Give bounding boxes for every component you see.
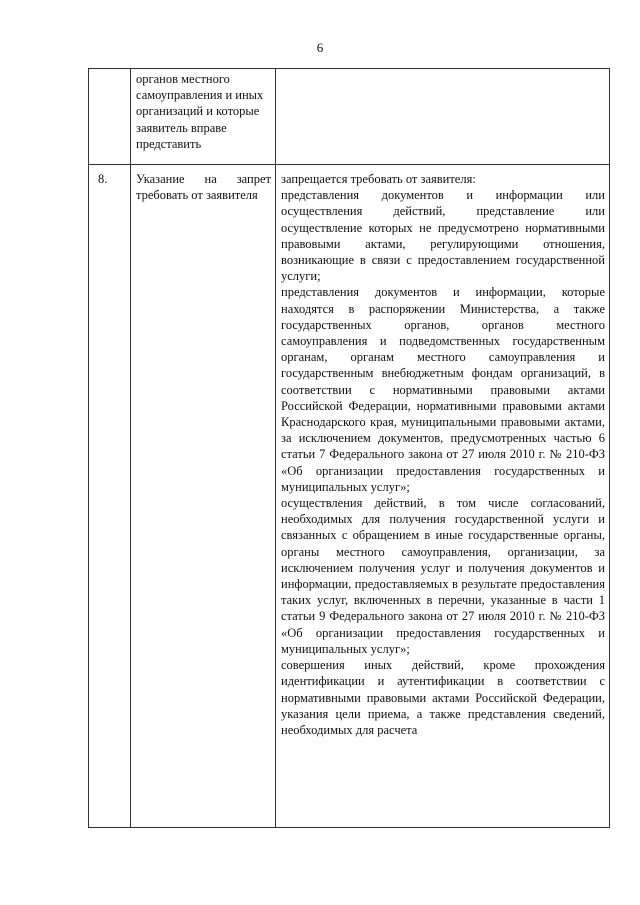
service-requirements-table <box>88 68 610 828</box>
table-row <box>89 165 610 828</box>
content-paragraph: осуществления действий, в том числе согласований, необходимых для получения государственной услуги и связанных с обращением в иные государственные органы, органы местного самоуправления, организации, за исключением получения услуг и получения документов и информации, предоставляемых в результате предоставления таких услуг, включенных в перечни, указанные в части 1 статьи 9 Федерального закона от 27 июля 2010 г. № 210-ФЗ «Об организации предоставления государственных и муниципальных услуг»; <box>281 496 605 656</box>
row-number-cell: 8. <box>89 165 131 828</box>
content-paragraph: представления документов и информации, которые находятся в распоряжении Министерства, а также государственных органов, органов местного самоуправления и подведомственных государственным органам, органам местного самоуправления и государственным внебюджетным фондам организаций, в соответствии с нормативными правовыми актами Российской Федерации, нормативными правовыми актами Краснодарского края, муниципальными правовыми актами, за исключением документов, предусмотренных частью 6 статьи 7 Федерального закона от 27 июля 2010 г. № 210-ФЗ «Об организации предоставления государственных и муниципальных услуг»; <box>281 285 605 494</box>
row-name-cell: органов местного самоуправления и иных организаций и которые заявитель вправе представить <box>131 69 276 165</box>
row-content-cell <box>276 165 610 828</box>
table-row <box>89 69 610 165</box>
content-paragraph: представления документов и информации или осуществления действий, представление или осуществление которых не предусмотрено нормативными правовыми актами, регулирующими отношения, возникающие в связи с предоставлением государственной услуги; <box>281 188 605 284</box>
row-number-cell <box>89 69 131 165</box>
content-paragraph: запрещается требовать от заявителя: <box>281 172 476 186</box>
content-paragraph: совершения иных действий, кроме прохождения идентификации и аутентификации в соответствии с нормативными правовыми актами Российской Федерации, указания цели приема, а также представления сведений, необходимых для расчета <box>281 658 605 737</box>
row-name-cell: Указание на запрет требовать от заявителя <box>131 165 276 828</box>
page-number: 6 <box>316 40 324 55</box>
row-content-cell <box>276 69 610 165</box>
